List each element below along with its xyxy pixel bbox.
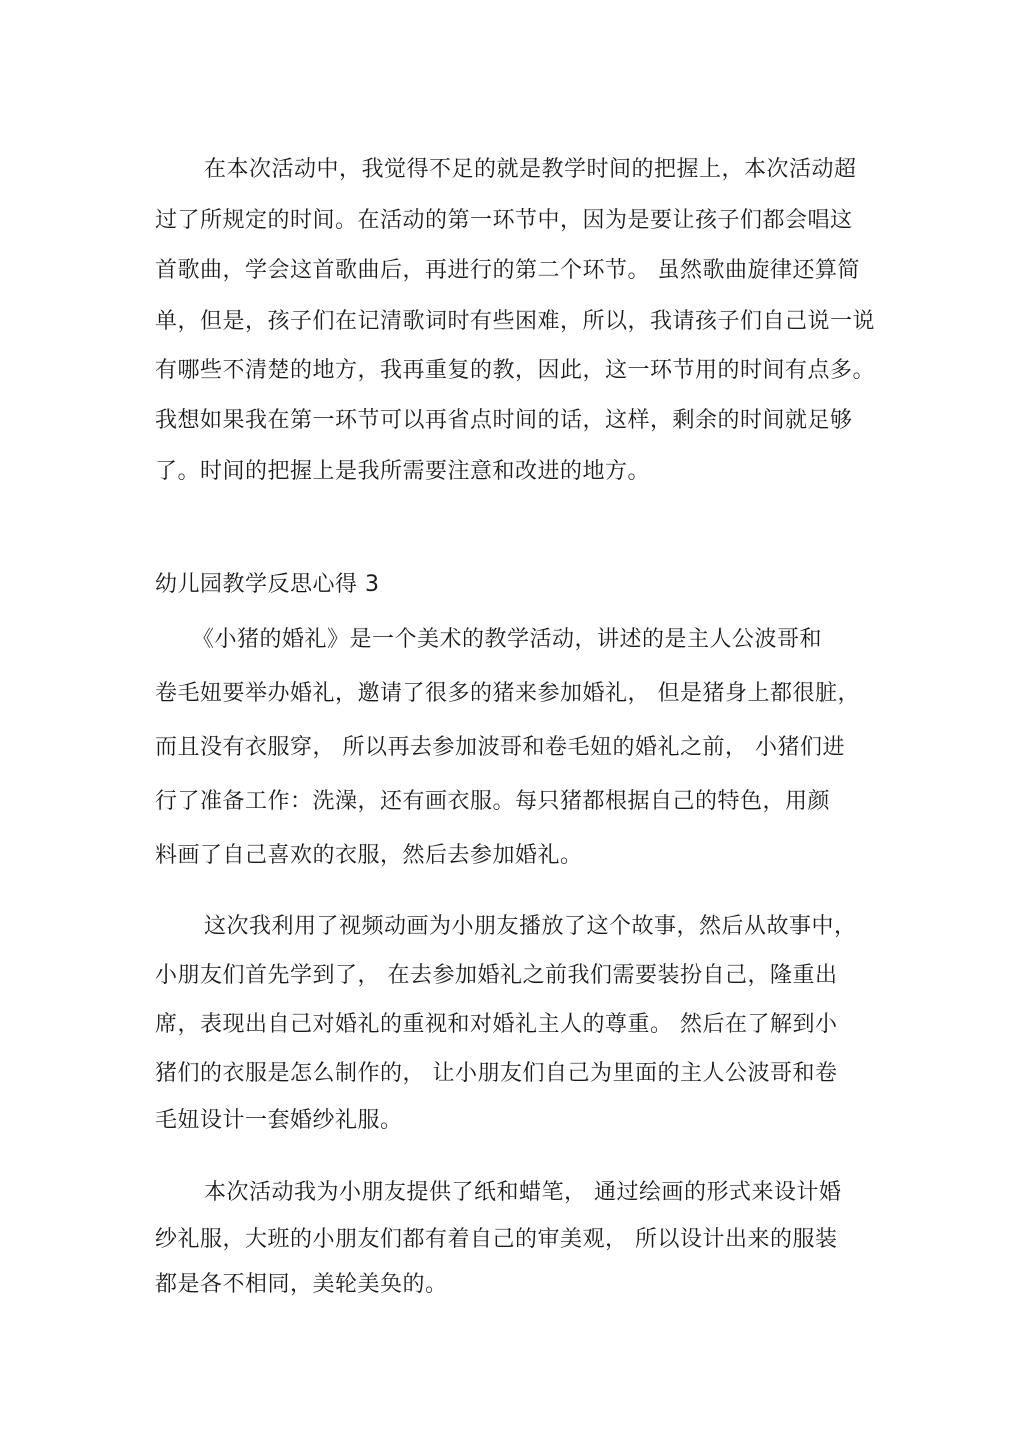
paragraph-3-line-4: 猪们的衣服是怎么制作的， 让小朋友们自己为里面的主人公波哥和卷 [155, 1061, 838, 1086]
paragraph-3-line-2: 小朋友们首先学到了， 在去参加婚礼之前我们需要装扮自己，隆重出 [155, 963, 838, 988]
paragraph-1-line-1: 在本次活动中，我觉得不足的就是教学时间的把握上，本次活动超 [204, 157, 857, 182]
paragraph-2-line-1: 《小猪的婚礼》是一个美术的教学活动，讲述的是主人公波哥和 [192, 627, 823, 652]
paragraph-3-line-5: 毛妞设计一套婚纱礼服。 [155, 1108, 403, 1133]
section-heading: 幼儿园教学反思心得 3 [155, 572, 380, 597]
paragraph-1-line-3: 首歌曲，学会这首歌曲后，再进行的第二个环节。 虽然歌曲旋律还算简 [155, 258, 860, 283]
paragraph-2-line-2: 卷毛妞要举办婚礼，邀请了很多的猪来参加婚礼， 但是猪身上都很脏， [155, 681, 860, 706]
paragraph-3-line-3: 席，表现出自己对婚礼的重视和对婚礼主人的尊重。 然后在了解到小 [155, 1012, 838, 1037]
paragraph-1-line-2: 过了所规定的时间。在活动的第一环节中，因为是要让孩子们都会唱这 [155, 208, 853, 233]
paragraph-2-line-3: 而且没有衣服穿， 所以再去参加波哥和卷毛妞的婚礼之前， 小猪们进 [155, 735, 845, 760]
paragraph-1-line-5: 有哪些不清楚的地方，我再重复的教，因此，这一环节用的时间有点多。 [155, 358, 876, 383]
paragraph-1-line-7: 了。时间的把握上是我所需要注意和改进的地方。 [155, 459, 651, 484]
paragraph-2-line-5: 料画了自己喜欢的衣服，然后去参加婚礼。 [155, 843, 583, 868]
paragraph-1-line-6: 我想如果我在第一环节可以再省点时间的话，这样，剩余的时间就足够 [155, 408, 853, 433]
paragraph-2-line-4: 行了准备工作：洗澡，还有画衣服。每只猪都根据自己的特色，用颜 [155, 789, 831, 814]
paragraph-4-line-2: 纱礼服，大班的小朋友们都有着自己的审美观， 所以设计出来的服装 [155, 1227, 838, 1252]
paragraph-4-line-1: 本次活动我为小朋友提供了纸和蜡笔， 通过绘画的形式来设计婚 [204, 1180, 842, 1205]
paragraph-3-line-1: 这次我利用了视频动画为小朋友播放了这个故事，然后从故事中， [204, 914, 857, 939]
paragraph-4-line-3: 都是各不相同，美轮美奂的。 [155, 1272, 448, 1297]
paragraph-1-line-4: 单，但是，孩子们在记清歌词时有些困难，所以，我请孩子们自己说一说 [155, 309, 876, 334]
